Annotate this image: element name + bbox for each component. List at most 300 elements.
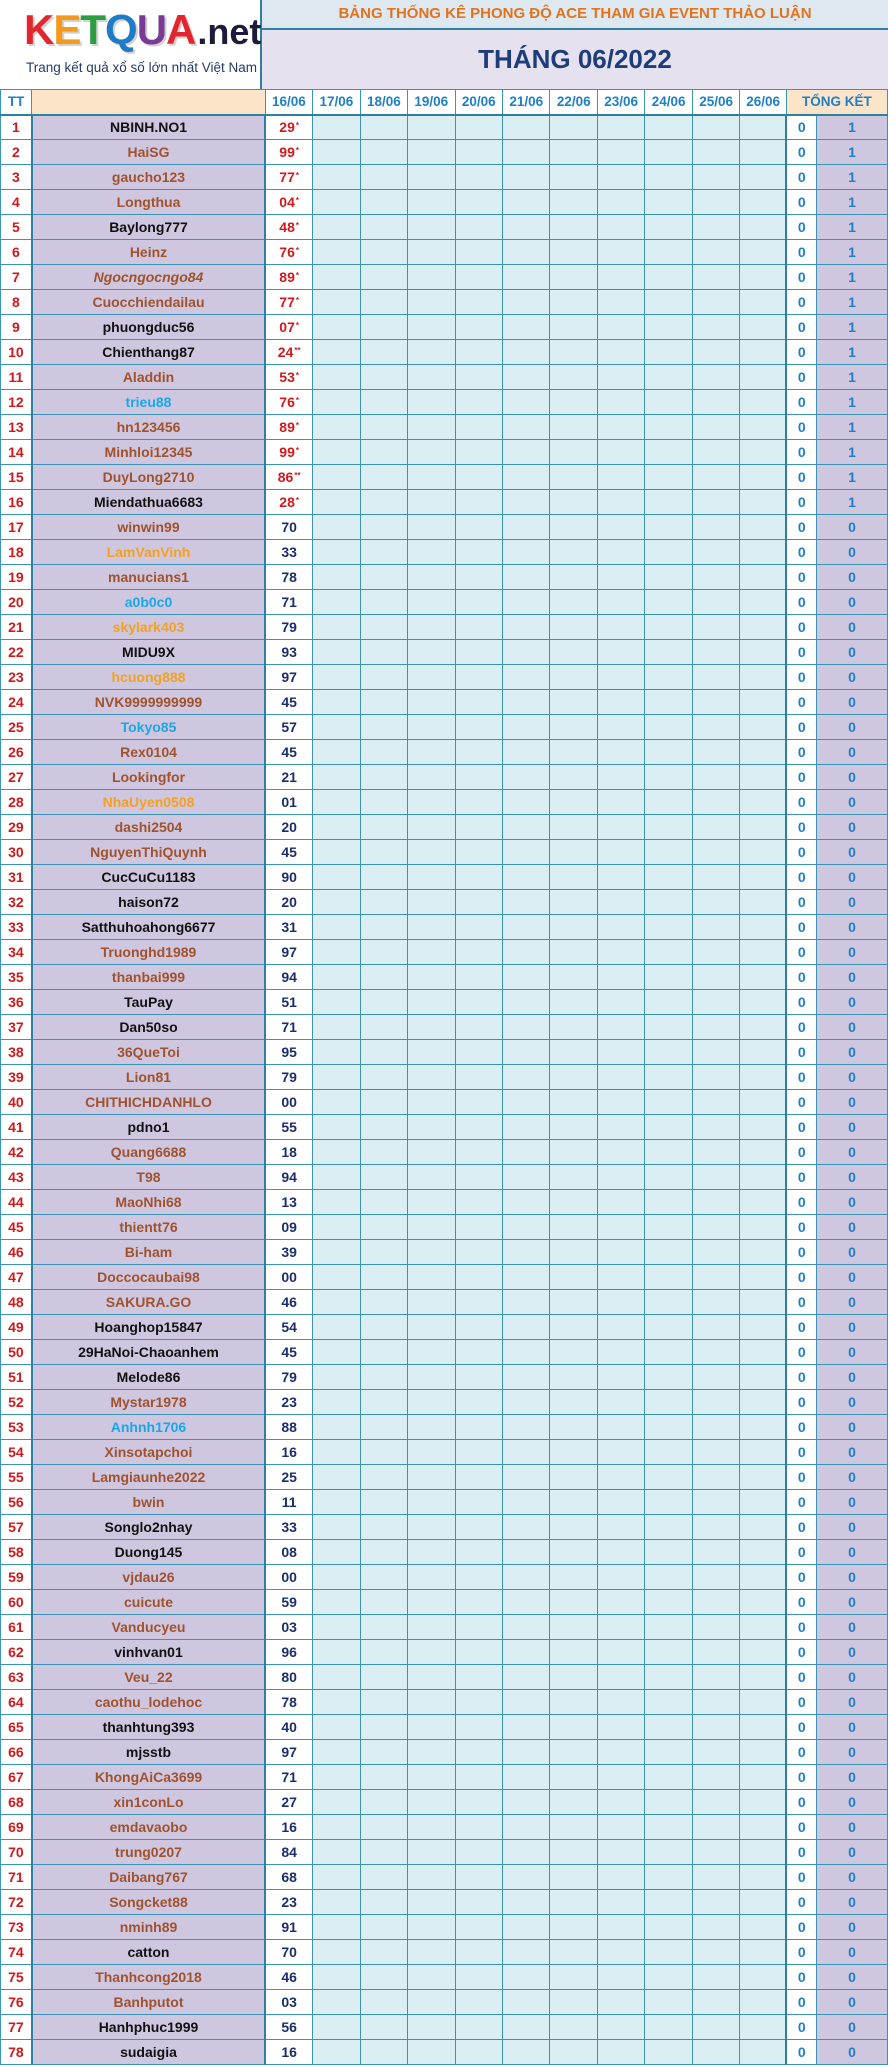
total-count-a: 0 [786, 490, 816, 515]
member-name: caothu_lodehoc [32, 1690, 265, 1715]
total-count-b: 0 [817, 1065, 888, 1090]
total-count-a: 0 [786, 2040, 816, 2065]
table-row [1, 365, 888, 390]
day-empty-cell [692, 2040, 739, 2065]
day-empty-cell [313, 915, 360, 940]
day-empty-cell [692, 1840, 739, 1865]
day-empty-cell [692, 740, 739, 765]
day-empty-cell [360, 390, 407, 415]
total-count-b: 0 [817, 1015, 888, 1040]
day-empty-cell [740, 815, 786, 840]
day-value [265, 1240, 312, 1265]
day-empty-cell [597, 1240, 644, 1265]
day-empty-cell [740, 1140, 786, 1165]
row-number: 66 [1, 1740, 32, 1765]
total-count-b: 0 [817, 1340, 888, 1365]
hit-star: * [295, 296, 299, 305]
day-empty-cell [455, 1590, 502, 1615]
day-empty-cell [692, 515, 739, 540]
total-count-a: 0 [786, 1915, 816, 1940]
day-empty-cell [550, 140, 597, 165]
member-name: T98 [32, 1165, 265, 1190]
day-empty-cell [455, 1715, 502, 1740]
total-count-a: 0 [786, 1890, 816, 1915]
day-empty-cell [597, 1215, 644, 1240]
day-empty-cell [455, 790, 502, 815]
row-number: 42 [1, 1140, 32, 1165]
day-empty-cell [597, 990, 644, 1015]
table-row [1, 715, 888, 740]
day-value-number: 04 [279, 194, 295, 210]
day-empty-cell [550, 1190, 597, 1215]
day-empty-cell [360, 1565, 407, 1590]
day-empty-cell [313, 340, 360, 365]
day-empty-cell [455, 215, 502, 240]
total-count-b: 0 [817, 1765, 888, 1790]
row-number: 34 [1, 940, 32, 965]
logo-letter: U [136, 6, 167, 53]
day-empty-cell [645, 315, 692, 340]
day-empty-cell [597, 2040, 644, 2065]
total-count-b: 0 [817, 1665, 888, 1690]
row-number: 15 [1, 465, 32, 490]
total-count-a: 0 [786, 1565, 816, 1590]
day-value-number: 94 [281, 969, 297, 985]
day-value [265, 1640, 312, 1665]
total-count-a: 0 [786, 1040, 816, 1065]
day-empty-cell [550, 1965, 597, 1990]
total-count-b: 0 [817, 1215, 888, 1240]
day-empty-cell [597, 1390, 644, 1415]
day-empty-cell [360, 2015, 407, 2040]
day-empty-cell [313, 465, 360, 490]
day-empty-cell [455, 915, 502, 940]
day-value [265, 840, 312, 865]
day-empty-cell [692, 1365, 739, 1390]
day-empty-cell [740, 1215, 786, 1240]
day-empty-cell [692, 1640, 739, 1665]
day-empty-cell [455, 1790, 502, 1815]
day-empty-cell [503, 515, 550, 540]
day-empty-cell [597, 1340, 644, 1365]
day-empty-cell [550, 1040, 597, 1065]
total-count-b: 0 [817, 1090, 888, 1115]
day-empty-cell [740, 640, 786, 665]
day-empty-cell [360, 1940, 407, 1965]
total-count-b: 0 [817, 590, 888, 615]
member-name: KhongAiCa3699 [32, 1765, 265, 1790]
day-empty-cell [645, 1690, 692, 1715]
row-number: 73 [1, 1915, 32, 1940]
day-empty-cell [408, 2015, 455, 2040]
day-empty-cell [408, 540, 455, 565]
total-count-b: 0 [817, 1715, 888, 1740]
day-empty-cell [455, 165, 502, 190]
table-row [1, 290, 888, 315]
day-empty-cell [408, 115, 455, 140]
table-row [1, 1540, 888, 1565]
day-empty-cell [360, 1765, 407, 1790]
hit-star: * [295, 171, 299, 180]
row-number: 4 [1, 190, 32, 215]
day-value [265, 2015, 312, 2040]
day-empty-cell [597, 1465, 644, 1490]
day-value-number: 90 [281, 869, 297, 885]
day-empty-cell [597, 1190, 644, 1215]
day-empty-cell [313, 1215, 360, 1240]
header-row [1, 90, 888, 115]
day-empty-cell [408, 765, 455, 790]
day-empty-cell [408, 1390, 455, 1415]
day-empty-cell [455, 1440, 502, 1465]
day-empty-cell [408, 1490, 455, 1515]
table-row [1, 1140, 888, 1165]
day-empty-cell [645, 1740, 692, 1765]
day-empty-cell [503, 465, 550, 490]
day-empty-cell [503, 1115, 550, 1140]
member-name: SAKURA.GO [32, 1290, 265, 1315]
day-empty-cell [740, 1915, 786, 1940]
day-empty-cell [313, 1340, 360, 1365]
row-number: 7 [1, 265, 32, 290]
day-empty-cell [408, 315, 455, 340]
day-empty-cell [408, 1890, 455, 1915]
ketqua-logo[interactable] [24, 8, 261, 53]
row-number: 48 [1, 1290, 32, 1315]
day-value [265, 1315, 312, 1340]
day-empty-cell [360, 1290, 407, 1315]
day-empty-cell [692, 340, 739, 365]
day-empty-cell [645, 1965, 692, 1990]
day-empty-cell [455, 1990, 502, 2015]
member-name: hcuong888 [32, 665, 265, 690]
day-empty-cell [550, 390, 597, 415]
day-value [265, 240, 312, 265]
day-empty-cell [740, 1790, 786, 1815]
day-empty-cell [408, 490, 455, 515]
day-empty-cell [455, 665, 502, 690]
day-empty-cell [360, 1240, 407, 1265]
day-empty-cell [740, 715, 786, 740]
total-count-a: 0 [786, 1515, 816, 1540]
table-row [1, 990, 888, 1015]
total-count-a: 0 [786, 1790, 816, 1815]
day-empty-cell [455, 1190, 502, 1215]
day-empty-cell [503, 1615, 550, 1640]
day-value-number: 55 [281, 1119, 297, 1135]
day-value-number: 54 [281, 1319, 297, 1335]
day-empty-cell [360, 1640, 407, 1665]
day-empty-cell [313, 1115, 360, 1140]
table-row [1, 790, 888, 815]
total-count-a: 0 [786, 790, 816, 815]
day-empty-cell [740, 790, 786, 815]
day-value-number: 00 [281, 1269, 297, 1285]
day-empty-cell [692, 1940, 739, 1965]
row-number: 12 [1, 390, 32, 415]
day-empty-cell [645, 740, 692, 765]
month-title: THÁNG 06/2022 [262, 30, 888, 89]
col-date-header: 20/06 [455, 90, 502, 115]
day-value-number: 88 [281, 1419, 297, 1435]
day-empty-cell [740, 1540, 786, 1565]
col-date-header: 21/06 [503, 90, 550, 115]
day-empty-cell [408, 1190, 455, 1215]
member-name: Chienthang87 [32, 340, 265, 365]
day-empty-cell [550, 590, 597, 615]
day-empty-cell [408, 1840, 455, 1865]
day-empty-cell [455, 365, 502, 390]
total-count-a: 0 [786, 1740, 816, 1765]
day-empty-cell [313, 540, 360, 565]
total-count-b: 0 [817, 1040, 888, 1065]
day-empty-cell [503, 1090, 550, 1115]
day-empty-cell [740, 415, 786, 440]
day-empty-cell [313, 1365, 360, 1390]
day-empty-cell [503, 840, 550, 865]
total-count-b: 0 [817, 1115, 888, 1140]
day-empty-cell [313, 1665, 360, 1690]
day-empty-cell [503, 540, 550, 565]
day-empty-cell [503, 1465, 550, 1490]
day-empty-cell [550, 1115, 597, 1140]
day-empty-cell [645, 1940, 692, 1965]
day-value-number: 97 [281, 669, 297, 685]
logo-letter: K [24, 6, 54, 53]
total-count-b: 0 [817, 890, 888, 915]
day-empty-cell [360, 865, 407, 890]
total-count-a: 0 [786, 1315, 816, 1340]
col-date-header: 24/06 [645, 90, 692, 115]
day-empty-cell [692, 540, 739, 565]
total-count-a: 0 [786, 815, 816, 840]
total-count-b: 0 [817, 2040, 888, 2065]
day-empty-cell [360, 565, 407, 590]
day-empty-cell [645, 1365, 692, 1390]
day-empty-cell [740, 215, 786, 240]
day-empty-cell [550, 1415, 597, 1440]
row-number: 56 [1, 1490, 32, 1515]
member-name: Anhnh1706 [32, 1415, 265, 1440]
day-empty-cell [597, 1140, 644, 1165]
day-empty-cell [740, 515, 786, 540]
day-empty-cell [455, 190, 502, 215]
day-empty-cell [597, 1615, 644, 1640]
row-number: 61 [1, 1615, 32, 1640]
table-row [1, 865, 888, 890]
day-empty-cell [740, 940, 786, 965]
day-empty-cell [360, 1390, 407, 1415]
day-empty-cell [645, 815, 692, 840]
day-empty-cell [408, 240, 455, 265]
table-row [1, 665, 888, 690]
day-value-number: 99 [279, 444, 295, 460]
day-empty-cell [455, 1365, 502, 1390]
day-empty-cell [550, 2015, 597, 2040]
hit-star: * [295, 146, 299, 155]
day-empty-cell [313, 1715, 360, 1740]
day-empty-cell [360, 890, 407, 915]
total-count-a: 0 [786, 315, 816, 340]
day-empty-cell [455, 1840, 502, 1865]
day-empty-cell [597, 215, 644, 240]
col-tt-header: TT [1, 90, 32, 115]
day-empty-cell [645, 415, 692, 440]
day-empty-cell [645, 1465, 692, 1490]
total-count-a: 0 [786, 1815, 816, 1840]
day-empty-cell [645, 1640, 692, 1665]
member-name: Dan50so [32, 1015, 265, 1040]
day-value-number: 24 [277, 344, 294, 360]
member-name: Lamgiaunhe2022 [32, 1465, 265, 1490]
day-empty-cell [645, 140, 692, 165]
day-empty-cell [313, 965, 360, 990]
day-empty-cell [597, 865, 644, 890]
row-number: 8 [1, 290, 32, 315]
day-empty-cell [597, 1715, 644, 1740]
day-empty-cell [645, 1340, 692, 1365]
total-count-b: 0 [817, 565, 888, 590]
total-count-a: 0 [786, 1465, 816, 1490]
table-row [1, 915, 888, 940]
day-empty-cell [597, 315, 644, 340]
row-number: 30 [1, 840, 32, 865]
total-count-a: 0 [786, 1190, 816, 1215]
day-empty-cell [360, 740, 407, 765]
day-empty-cell [503, 1265, 550, 1290]
day-empty-cell [455, 1015, 502, 1040]
member-name: Thanhcong2018 [32, 1965, 265, 1990]
day-empty-cell [645, 1565, 692, 1590]
total-count-a: 0 [786, 1165, 816, 1190]
day-value [265, 1540, 312, 1565]
day-empty-cell [740, 890, 786, 915]
total-count-b: 0 [817, 1640, 888, 1665]
day-empty-cell [740, 1890, 786, 1915]
day-empty-cell [550, 840, 597, 865]
day-empty-cell [550, 340, 597, 365]
total-count-a: 0 [786, 940, 816, 965]
total-count-a: 0 [786, 1115, 816, 1140]
day-empty-cell [455, 315, 502, 340]
day-value [265, 1915, 312, 1940]
row-number: 11 [1, 365, 32, 390]
day-empty-cell [408, 1815, 455, 1840]
day-empty-cell [550, 940, 597, 965]
total-count-a: 0 [786, 2015, 816, 2040]
day-empty-cell [740, 915, 786, 940]
table-row [1, 940, 888, 965]
day-empty-cell [503, 1490, 550, 1515]
day-empty-cell [597, 140, 644, 165]
day-empty-cell [455, 1740, 502, 1765]
day-empty-cell [408, 1265, 455, 1290]
day-value [265, 790, 312, 815]
day-empty-cell [455, 1340, 502, 1365]
day-empty-cell [408, 690, 455, 715]
total-count-a: 0 [786, 1440, 816, 1465]
day-empty-cell [740, 1965, 786, 1990]
total-count-b: 0 [817, 690, 888, 715]
table-row [1, 465, 888, 490]
table-row [1, 1340, 888, 1365]
day-empty-cell [360, 140, 407, 165]
day-empty-cell [597, 265, 644, 290]
day-empty-cell [313, 615, 360, 640]
day-empty-cell [313, 1315, 360, 1340]
total-count-b: 0 [817, 940, 888, 965]
day-empty-cell [503, 390, 550, 415]
day-empty-cell [692, 665, 739, 690]
day-value-number: 97 [281, 1744, 297, 1760]
day-empty-cell [645, 1165, 692, 1190]
member-name: nminh89 [32, 1915, 265, 1940]
day-empty-cell [597, 340, 644, 365]
logo-area[interactable] [0, 0, 262, 89]
day-empty-cell [455, 690, 502, 715]
day-value-number: 56 [281, 2019, 297, 2035]
day-empty-cell [597, 640, 644, 665]
day-empty-cell [550, 240, 597, 265]
day-empty-cell [740, 1815, 786, 1840]
day-empty-cell [313, 1140, 360, 1165]
day-empty-cell [692, 890, 739, 915]
table-row [1, 1165, 888, 1190]
total-count-a: 0 [786, 440, 816, 465]
day-empty-cell [503, 1340, 550, 1365]
day-empty-cell [408, 1015, 455, 1040]
table-row [1, 1115, 888, 1140]
day-empty-cell [740, 1365, 786, 1390]
day-empty-cell [740, 1240, 786, 1265]
total-count-b: 0 [817, 1590, 888, 1615]
day-empty-cell [740, 1840, 786, 1865]
total-count-b: 0 [817, 815, 888, 840]
day-empty-cell [408, 1865, 455, 1890]
day-empty-cell [740, 1040, 786, 1065]
table-row [1, 340, 888, 365]
day-empty-cell [503, 115, 550, 140]
day-empty-cell [692, 1515, 739, 1540]
day-empty-cell [645, 1815, 692, 1840]
logo-letter: T [80, 6, 106, 53]
total-count-a: 0 [786, 1540, 816, 1565]
day-empty-cell [360, 1065, 407, 1090]
day-value [265, 265, 312, 290]
day-empty-cell [313, 265, 360, 290]
total-count-b: 0 [817, 540, 888, 565]
day-empty-cell [503, 1215, 550, 1240]
day-value-number: 01 [281, 794, 297, 810]
table-row [1, 1840, 888, 1865]
table-row [1, 2015, 888, 2040]
day-value-number: 70 [281, 1944, 297, 1960]
member-name: 29HaNoi-Chaoanhem [32, 1340, 265, 1365]
day-empty-cell [692, 990, 739, 1015]
day-empty-cell [313, 1990, 360, 2015]
row-number: 1 [1, 115, 32, 140]
col-total-header: TỔNG KẾT [786, 90, 887, 115]
hit-star: * [295, 246, 299, 255]
total-count-a: 0 [786, 1290, 816, 1315]
day-empty-cell [740, 1290, 786, 1315]
member-name: mjsstb [32, 1740, 265, 1765]
day-empty-cell [313, 1940, 360, 1965]
day-empty-cell [503, 1815, 550, 1840]
day-value-number: 16 [281, 1819, 297, 1835]
day-empty-cell [455, 1815, 502, 1840]
day-empty-cell [597, 690, 644, 715]
